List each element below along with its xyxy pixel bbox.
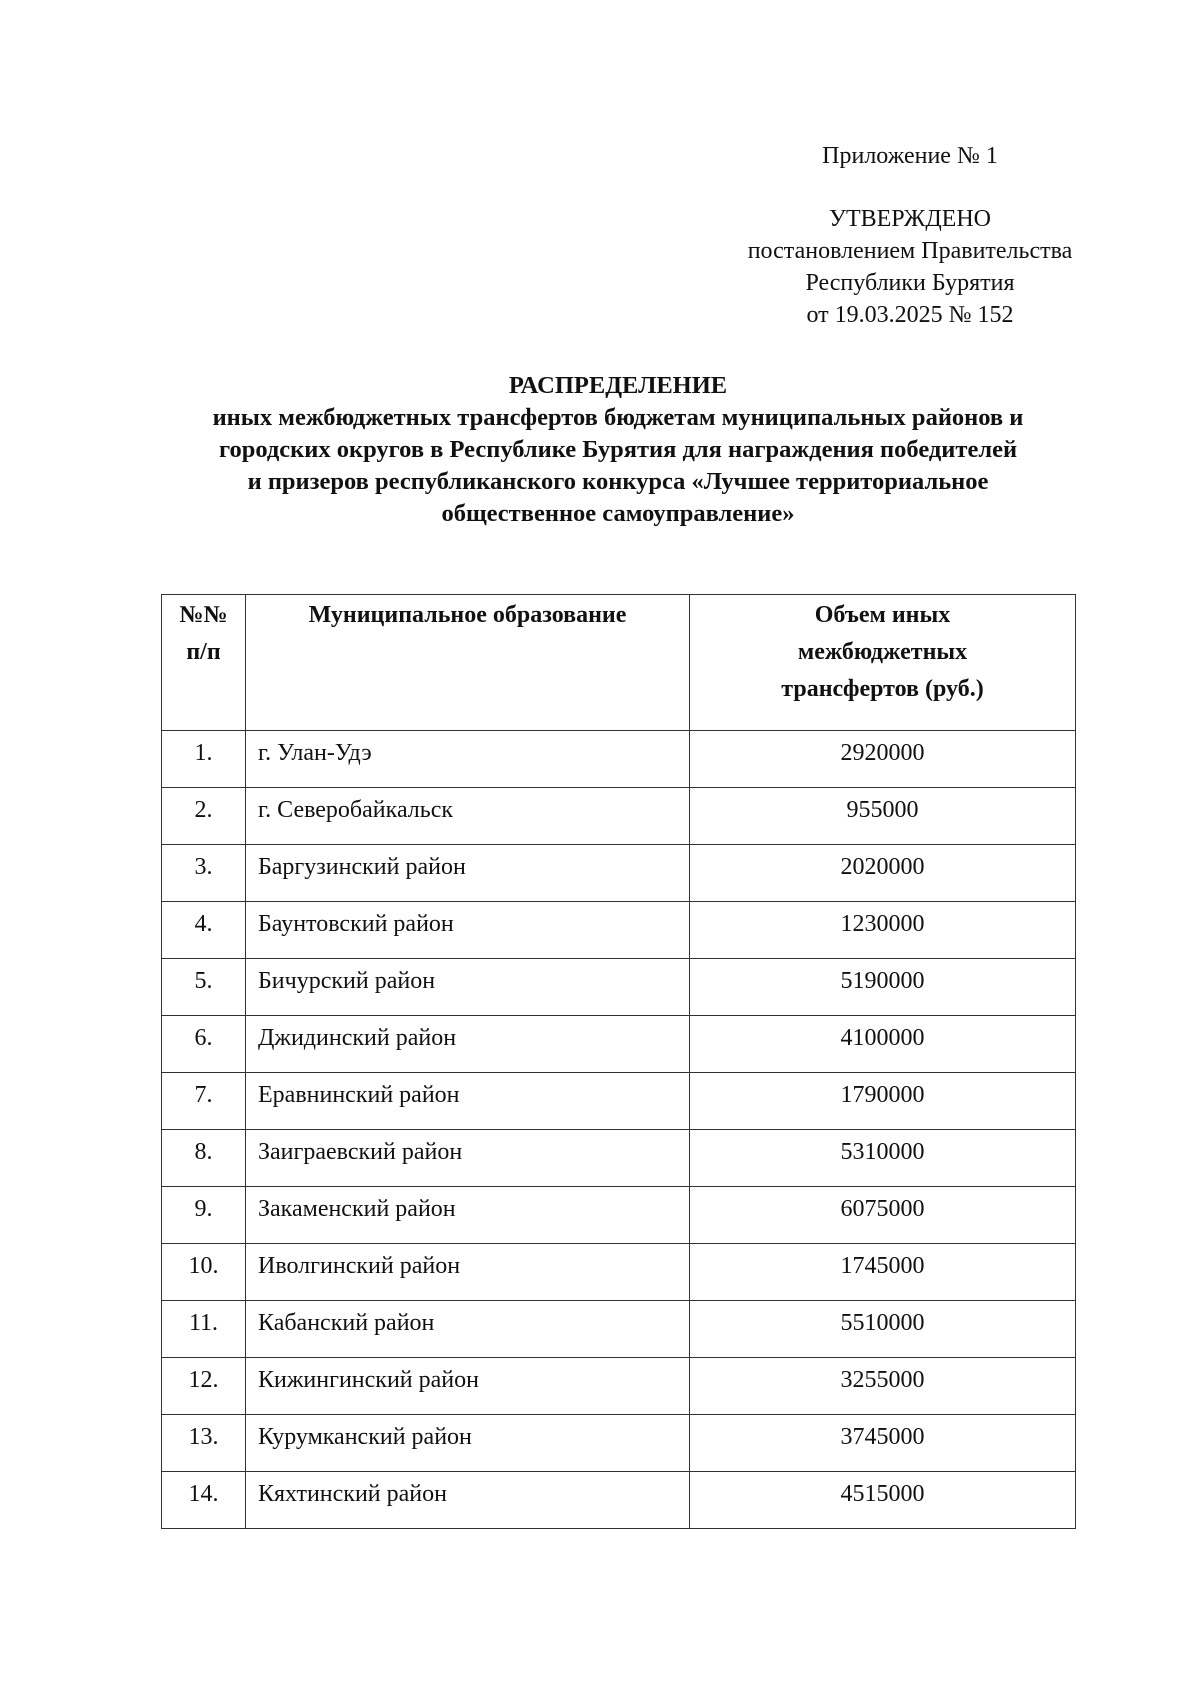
column-header-amount	[690, 595, 1076, 731]
header-line: трансфертов (руб.)	[781, 676, 984, 702]
title-subtitle-line: иных межбюджетных трансфертов бюджетам муниципальных районов и	[212, 404, 1024, 431]
header-line: п/п	[186, 639, 221, 665]
transfer-amount: 5510000	[690, 1301, 1076, 1358]
column-header-number	[162, 595, 246, 731]
header-line: №№	[179, 602, 228, 628]
transfer-amount: 6075000	[690, 1187, 1076, 1244]
table-row	[162, 959, 1076, 1016]
municipality-name: Кижингинский район	[246, 1358, 690, 1415]
title-subtitle-line: и призеров республиканского конкурса «Лучшее территориальное	[247, 468, 989, 495]
municipality-name: Курумканский район	[246, 1415, 690, 1472]
transfer-amount: 4100000	[690, 1016, 1076, 1073]
municipality-name: г. Северобайкальск	[246, 788, 690, 845]
table-row	[162, 788, 1076, 845]
row-number: 13.	[162, 1415, 246, 1472]
municipality-name: Баргузинский район	[246, 845, 690, 902]
table-row	[162, 1073, 1076, 1130]
transfer-amount: 3255000	[690, 1358, 1076, 1415]
approved-by-line: постановлением Правительства	[747, 238, 1073, 264]
row-number: 9.	[162, 1187, 246, 1244]
table-row	[162, 1016, 1076, 1073]
table-row	[162, 1130, 1076, 1187]
column-header-municipality	[246, 595, 690, 731]
municipality-name: Джидинский район	[246, 1016, 690, 1073]
row-number: 4.	[162, 902, 246, 959]
table-row	[162, 731, 1076, 788]
table-row	[162, 902, 1076, 959]
header-line: межбюджетных	[797, 639, 968, 665]
approval-stamp	[720, 203, 1100, 331]
municipality-name: Баунтовский район	[246, 902, 690, 959]
row-number: 12.	[162, 1358, 246, 1415]
title-subtitle-line: городских округов в Республике Бурятия для награждения победителей	[218, 436, 1018, 463]
municipality-name: Бичурский район	[246, 959, 690, 1016]
table-row	[162, 845, 1076, 902]
row-number: 7.	[162, 1073, 246, 1130]
transfer-amount: 5190000	[690, 959, 1076, 1016]
document-title	[161, 370, 1075, 530]
municipality-name: Заиграевский район	[246, 1130, 690, 1187]
row-number: 3.	[162, 845, 246, 902]
municipality-name: Иволгинский район	[246, 1244, 690, 1301]
appendix-label	[720, 140, 1100, 172]
municipality-name: Еравнинский район	[246, 1073, 690, 1130]
municipality-name: г. Улан-Удэ	[246, 731, 690, 788]
row-number: 8.	[162, 1130, 246, 1187]
row-number: 10.	[162, 1244, 246, 1301]
municipality-name: Кяхтинский район	[246, 1472, 690, 1529]
row-number: 2.	[162, 788, 246, 845]
row-number: 6.	[162, 1016, 246, 1073]
approved-by-line: Республики Бурятия	[805, 270, 1015, 296]
table-row	[162, 1187, 1076, 1244]
transfer-amount: 1790000	[690, 1073, 1076, 1130]
table-header-row	[162, 595, 1076, 731]
table-row	[162, 1301, 1076, 1358]
row-number: 11.	[162, 1301, 246, 1358]
title-subtitle-line: общественное самоуправление»	[441, 500, 795, 527]
row-number: 5.	[162, 959, 246, 1016]
municipality-name: Кабанский район	[246, 1301, 690, 1358]
distribution-table	[161, 594, 1076, 1529]
title-heading: РАСПРЕДЕЛЕНИЕ	[508, 372, 728, 399]
row-number: 1.	[162, 731, 246, 788]
transfer-amount: 2920000	[690, 731, 1076, 788]
transfer-amount: 3745000	[690, 1415, 1076, 1472]
municipality-name: Закаменский район	[246, 1187, 690, 1244]
table-row	[162, 1415, 1076, 1472]
table-row	[162, 1472, 1076, 1529]
appendix-number: Приложение № 1	[822, 143, 998, 169]
transfer-amount: 5310000	[690, 1130, 1076, 1187]
transfer-amount: 955000	[690, 788, 1076, 845]
transfer-amount: 1745000	[690, 1244, 1076, 1301]
transfer-amount: 4515000	[690, 1472, 1076, 1529]
header-line: Муниципальное образование	[308, 602, 627, 628]
table-row	[162, 1358, 1076, 1415]
table-row	[162, 1244, 1076, 1301]
approval-date-number: от 19.03.2025 № 152	[806, 302, 1014, 328]
transfer-amount: 1230000	[690, 902, 1076, 959]
approved-label: УТВЕРЖДЕНО	[828, 206, 992, 232]
transfer-amount: 2020000	[690, 845, 1076, 902]
row-number: 14.	[162, 1472, 246, 1529]
header-line: Объем иных	[814, 602, 951, 628]
